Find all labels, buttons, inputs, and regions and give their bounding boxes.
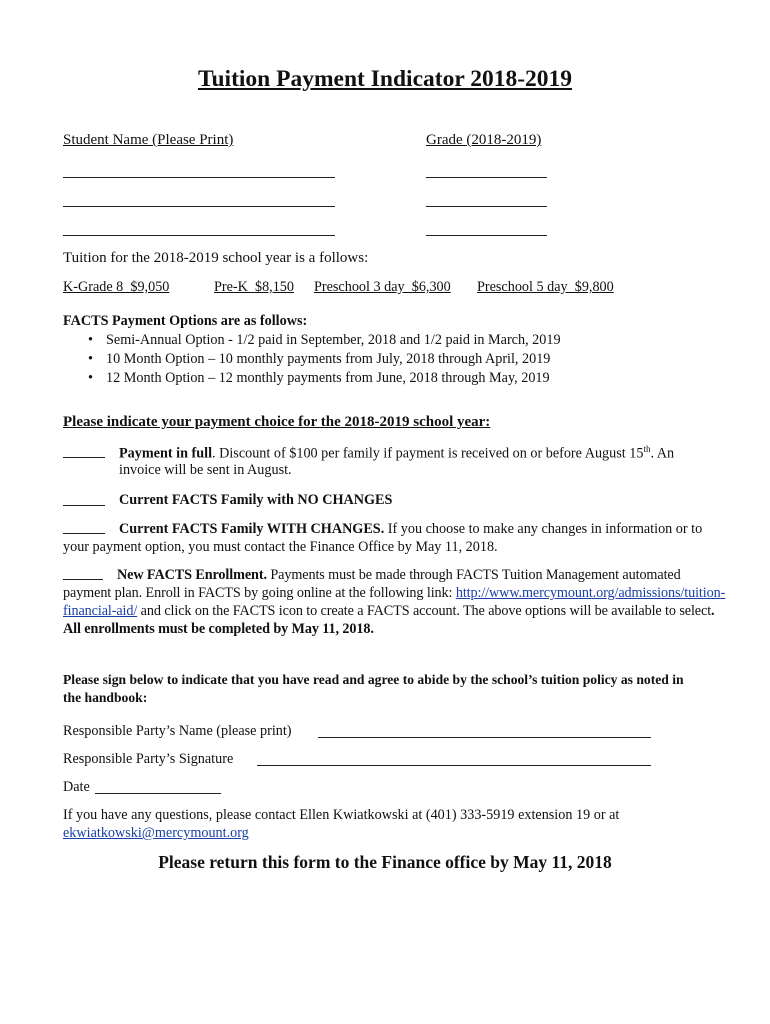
student-name-label: Student Name (Please Print) — [63, 132, 234, 148]
return-instruction: Please return this form to the Finance office by May 11, 2018 — [158, 852, 612, 872]
contact-text: If you have any questions, please contact Ellen Kwiatkowski at (401) 333-5919 extension 19 or at — [63, 807, 620, 823]
new-enrollment-title: New FACTS Enrollment. — [117, 567, 267, 583]
facts-option-semi-annual: Semi-Annual Option - 1/2 paid in September, 2018 and 1/2 paid in March, 2019 — [106, 332, 561, 348]
tuition-financial-aid-link[interactable]: http://www.mercymount.org/admissions/tuition-financial-aid/ — [63, 585, 726, 619]
payment-in-full-invoice: invoice will be sent in August. — [119, 462, 292, 478]
list-item — [80, 369, 561, 388]
facts-option-10-month: 10 Month Option – 10 monthly payments from July, 2018 through April, 2019 — [106, 351, 551, 367]
facts-heading: FACTS Payment Options are as follows: — [63, 313, 308, 329]
student-name-line-2[interactable] — [63, 206, 335, 207]
no-changes-blank[interactable] — [63, 505, 105, 506]
payment-in-full-text-end: . An — [650, 445, 675, 462]
responsible-signature-line[interactable] — [257, 765, 651, 766]
payment-in-full-text: . Discount of $100 per family if payment is received on or before August 15 — [212, 445, 644, 462]
with-changes-title: Current FACTS Family WITH CHANGES. — [119, 521, 385, 537]
grade-label: Grade (2018-2019) — [426, 132, 542, 148]
contact-email-link[interactable]: ekwiatkowski@mercymount.org — [63, 825, 249, 841]
responsible-name-line[interactable] — [318, 737, 651, 738]
tuition-heading: Tuition for the 2018-2019 school year is a follows: — [63, 250, 369, 266]
ordinal-suffix: th — [643, 444, 651, 454]
tuition-item-preschool-3: Preschool 3 day $6,300 — [314, 279, 451, 295]
form-title: Tuition Payment Indicator 2018-2019 — [197, 66, 573, 92]
bullet-icon: • — [88, 351, 93, 367]
student-name-line-1[interactable] — [63, 177, 335, 178]
tuition-item-preschool-5: Preschool 5 day $9,800 — [477, 279, 614, 295]
bullet-icon: • — [88, 332, 93, 348]
new-enrollment-option — [63, 566, 728, 638]
payment-in-full-blank[interactable] — [63, 457, 105, 458]
student-name-line-3[interactable] — [63, 235, 335, 236]
responsible-name-label: Responsible Party’s Name (please print) — [63, 723, 292, 739]
grade-line-1[interactable] — [426, 177, 547, 178]
sign-statement: Please sign below to indicate that you have read and agree to abide by the school’s tuition policy as noted in the handbook: — [63, 672, 684, 705]
date-label: Date — [63, 779, 90, 795]
new-enrollment-text: Payments must be made through FACTS Tuition Management automated payment plan. Enroll in FACTS by going online at the following link: — [63, 567, 681, 601]
payment-in-full-line — [119, 444, 674, 463]
no-changes-option: Current FACTS Family with NO CHANGES — [119, 492, 393, 508]
with-changes-text: If you choose to make any changes in information or to your payment option, you must contact the Finance Office by May 11, 2018. — [63, 521, 703, 555]
date-line[interactable] — [95, 793, 221, 794]
payment-in-full-title: Payment in full — [119, 445, 213, 462]
bullet-icon: • — [88, 370, 93, 386]
grade-line-2[interactable] — [426, 206, 547, 207]
grade-line-3[interactable] — [426, 235, 547, 236]
list-item — [80, 331, 561, 350]
with-changes-option — [63, 520, 728, 556]
responsible-signature-label: Responsible Party’s Signature — [63, 751, 234, 767]
facts-options-list — [80, 331, 561, 388]
new-enrollment-text-2: and click on the FACTS icon to create a FACTS account. The above options will be available to select — [137, 603, 712, 619]
payment-choice-heading: Please indicate your payment choice for the 2018-2019 school year: — [63, 414, 491, 430]
facts-option-12-month: 12 Month Option – 12 monthly payments from June, 2018 through May, 2019 — [106, 370, 550, 386]
tuition-item-prek: Pre-K $8,150 — [214, 279, 294, 295]
list-item — [80, 350, 561, 369]
tuition-item-kgrade: K-Grade 8 $9,050 — [63, 279, 170, 295]
new-enrollment-deadline: . All enrollments must be completed by May 11, 2018. — [63, 603, 715, 637]
